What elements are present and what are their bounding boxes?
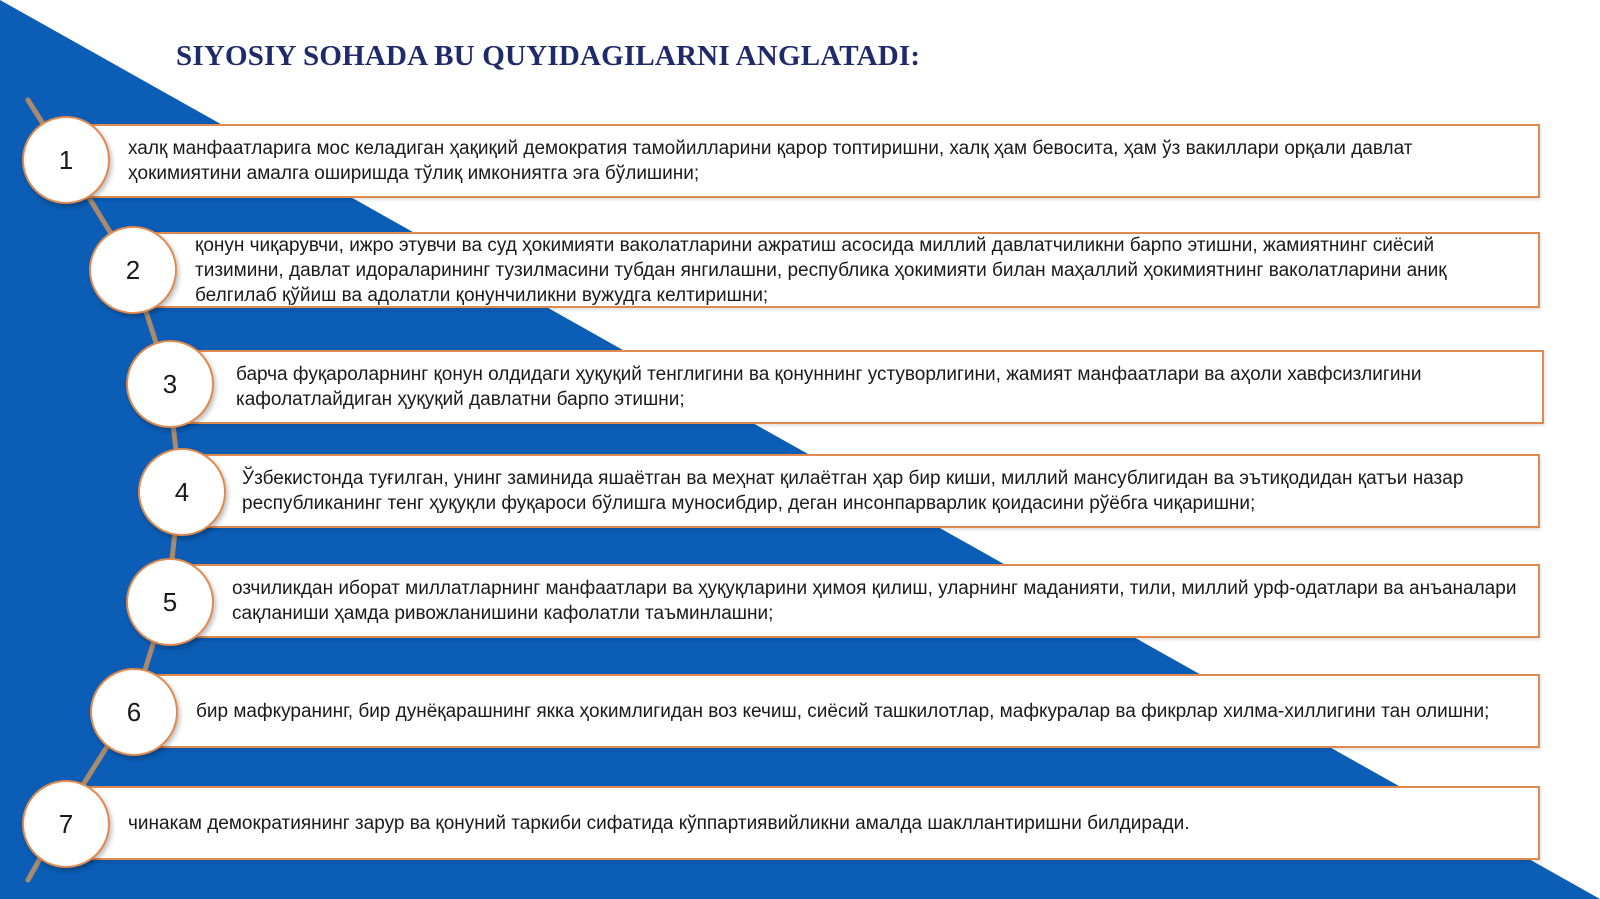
list-item (170, 350, 1544, 424)
list-item (60, 124, 1540, 198)
list-item (130, 232, 1540, 308)
item-number-badge: 7 (22, 780, 110, 868)
list-item-text: халқ манфаатларига мос келадиган ҳақиқий демократия тамойилларини қарор топтиришни, халқ ҳам бевосита, ҳам ўз вакиллари орқали давлат ҳокимиятини амалга оширишда тўлиқ имкониятга эга бўлишини; (128, 138, 1413, 184)
list-item-text: чинакам демократиянинг зарур ва қонуний таркиби сифатида кўппартиявийликни амалда шакллантиришни билдиради. (128, 812, 1190, 834)
list-item (180, 454, 1540, 528)
list-item (134, 674, 1540, 748)
item-number-badge: 1 (22, 116, 110, 204)
list-item-text: барча фуқароларнинг қонун олдидаги ҳуқуқий тенглигини ва қонуннинг устуворлигини, жамият манфаатлари ва аҳоли хавфсизлигини кафолатлайдиган ҳуқуқий давлатни барпо этишни; (236, 364, 1422, 410)
item-number-badge: 5 (126, 558, 214, 646)
page-title: SIYOSIY SOHADA BU QUYIDAGILARNI ANGLATADI: (176, 40, 921, 72)
list-item-text: Ўзбекистонда туғилган, унинг заминида яшаётган ва меҳнат қилаётган ҳар бир киши, миллий мансублигидан ва эътиқодидан қатъи назар республиканинг тенг ҳуқуқли фуқароси бўлишга муносибдир, деган инсонпарварлик қоидасини рўёбга чиқаришни; (242, 468, 1464, 514)
item-number-badge: 6 (90, 668, 178, 756)
list-item (64, 786, 1540, 860)
item-number-badge: 4 (138, 448, 226, 536)
item-number-badge: 3 (126, 340, 214, 428)
list-item-text: бир мафкуранинг, бир дунёқарашнинг якка ҳокимлигидан воз кечиш, сиёсий ташкилотлар, мафкуралар ва фикрлар хилма-хиллигини тан олишни; (196, 700, 1490, 722)
list-item-text: озчиликдан иборат миллатларнинг манфаатлари ва ҳуқуқларини ҳимоя қилиш, уларнинг маданияти, тили, миллий урф-одатлари ва анъаналари сақланиши ҳамда ривожланишини кафолатли таъминлашни; (232, 578, 1517, 624)
item-number-badge: 2 (89, 226, 177, 314)
list-item (170, 564, 1540, 638)
list-item-text: қонун чиқарувчи, ижро этувчи ва суд ҳокимияти ваколатларини ажратиш асосида миллий давлатчиликни барпо этишни, жамиятнинг сиёсий тизимини, давлат идораларининг тузилмасини тубдан янгилашни, республика ҳокимияти билан маҳаллий ҳокимиятнинг ваколатларини аниқ белгилаб қўйиш ва адолатли қонунчиликни вужудга келтиришни; (195, 234, 1447, 306)
